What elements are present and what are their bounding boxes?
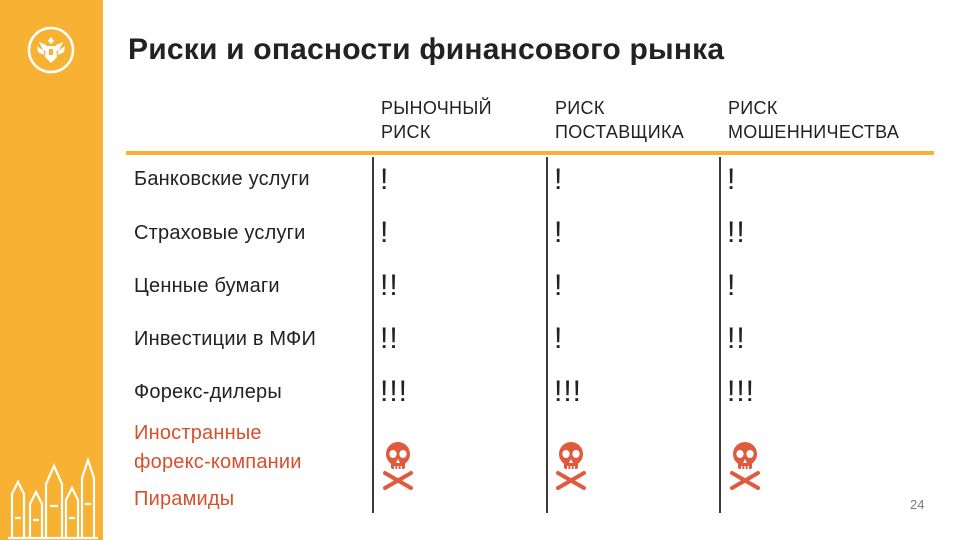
- risk-mark: !!: [380, 322, 399, 355]
- column-divider: [372, 157, 374, 513]
- risk-mark: !: [380, 163, 390, 196]
- risk-mark: !: [554, 163, 564, 196]
- risk-mark: !!: [727, 322, 746, 355]
- row-label-forex: Форекс-дилеры: [134, 381, 282, 403]
- row-label-insurance: Страховые услуги: [134, 222, 306, 244]
- column-header-market-risk: [381, 96, 492, 144]
- risk-mark: !!!: [727, 375, 756, 408]
- column-header-fraud-risk: [728, 96, 899, 144]
- skull-crossbones-icon: [380, 440, 416, 492]
- row-label-mfi: Инвестиции в МФИ: [134, 328, 317, 350]
- row-label-line: форекс-компании: [134, 451, 302, 473]
- column-divider: [546, 157, 548, 513]
- row-label-banking: Банковские услуги: [134, 168, 310, 190]
- risk-mark: !: [554, 216, 564, 249]
- skull-crossbones-icon: [553, 440, 589, 492]
- column-header-line: РИСК: [381, 122, 431, 142]
- row-label-line: Иностранные: [134, 422, 262, 444]
- city-skyline-icon: [6, 448, 98, 540]
- page-number: 24: [910, 497, 925, 512]
- risk-mark: !: [727, 269, 737, 302]
- risk-mark: !: [727, 163, 737, 196]
- page-title: Риски и опасности финансового рынка: [128, 33, 725, 66]
- row-label-securities: Ценные бумаги: [134, 275, 280, 297]
- risk-mark: !!!: [554, 375, 583, 408]
- risk-mark: !!: [380, 269, 399, 302]
- risk-mark: !!!: [380, 375, 409, 408]
- skull-crossbones-icon: [727, 440, 763, 492]
- column-header-line: РИСК: [555, 98, 605, 118]
- risk-mark: !: [554, 269, 564, 302]
- row-label-pyramids: Пирамиды: [134, 488, 235, 510]
- sidebar-band: [0, 0, 103, 540]
- column-divider: [719, 157, 721, 513]
- risk-mark: !: [554, 322, 564, 355]
- column-header-line: МОШЕННИЧЕСТВА: [728, 122, 900, 142]
- column-header-line: ПОСТАВЩИКА: [555, 122, 685, 142]
- header-divider: [126, 151, 934, 155]
- double-headed-eagle-icon: [26, 25, 76, 75]
- column-header-provider-risk: [555, 96, 684, 144]
- column-header-line: РИСК: [728, 98, 778, 118]
- risk-mark: !!: [727, 216, 746, 249]
- risk-mark: !: [380, 216, 390, 249]
- row-label-foreign-forex: [134, 419, 302, 477]
- column-header-line: РЫНОЧНЫЙ: [381, 98, 492, 118]
